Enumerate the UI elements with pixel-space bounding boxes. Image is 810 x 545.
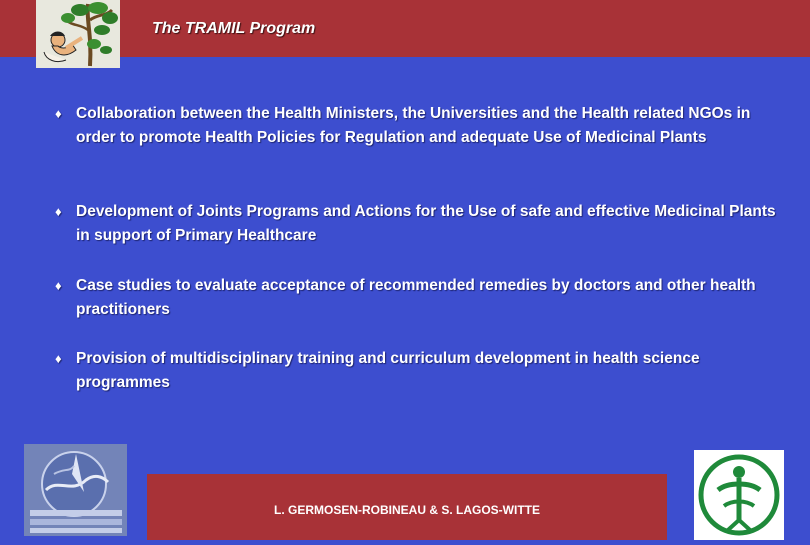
footer-bar xyxy=(147,474,667,540)
authors-credit: L. GERMOSEN-ROBINEAU & S. LAGOS-WITTE xyxy=(274,503,540,517)
tramil-logo-icon xyxy=(694,450,784,540)
plant-figure-icon xyxy=(36,0,120,68)
university-seal-icon xyxy=(24,444,127,536)
header-bar xyxy=(0,0,810,57)
diamond-bullet-icon: ♦ xyxy=(55,351,62,366)
bullet-text: Collaboration between the Health Ministers, the Universities and the Health related NGOs in order to promote Health Policies for Regulation and adequate Use of Medicinal Plants xyxy=(76,105,751,146)
bullet-text: Provision of multidisciplinary training and curriculum development in health science programmes xyxy=(76,350,700,391)
bullet-text: Case studies to evaluate acceptance of recommended remedies by doctors and other health practitioners xyxy=(76,277,756,318)
page-title: The TRAMIL Program xyxy=(152,20,316,37)
diamond-bullet-icon: ♦ xyxy=(55,106,62,121)
bullet-text: Development of Joints Programs and Actions for the Use of safe and effective Medicinal Plants in support of Primary Healthcare xyxy=(76,203,776,244)
diamond-bullet-icon: ♦ xyxy=(55,278,62,293)
diamond-bullet-icon: ♦ xyxy=(55,204,62,219)
